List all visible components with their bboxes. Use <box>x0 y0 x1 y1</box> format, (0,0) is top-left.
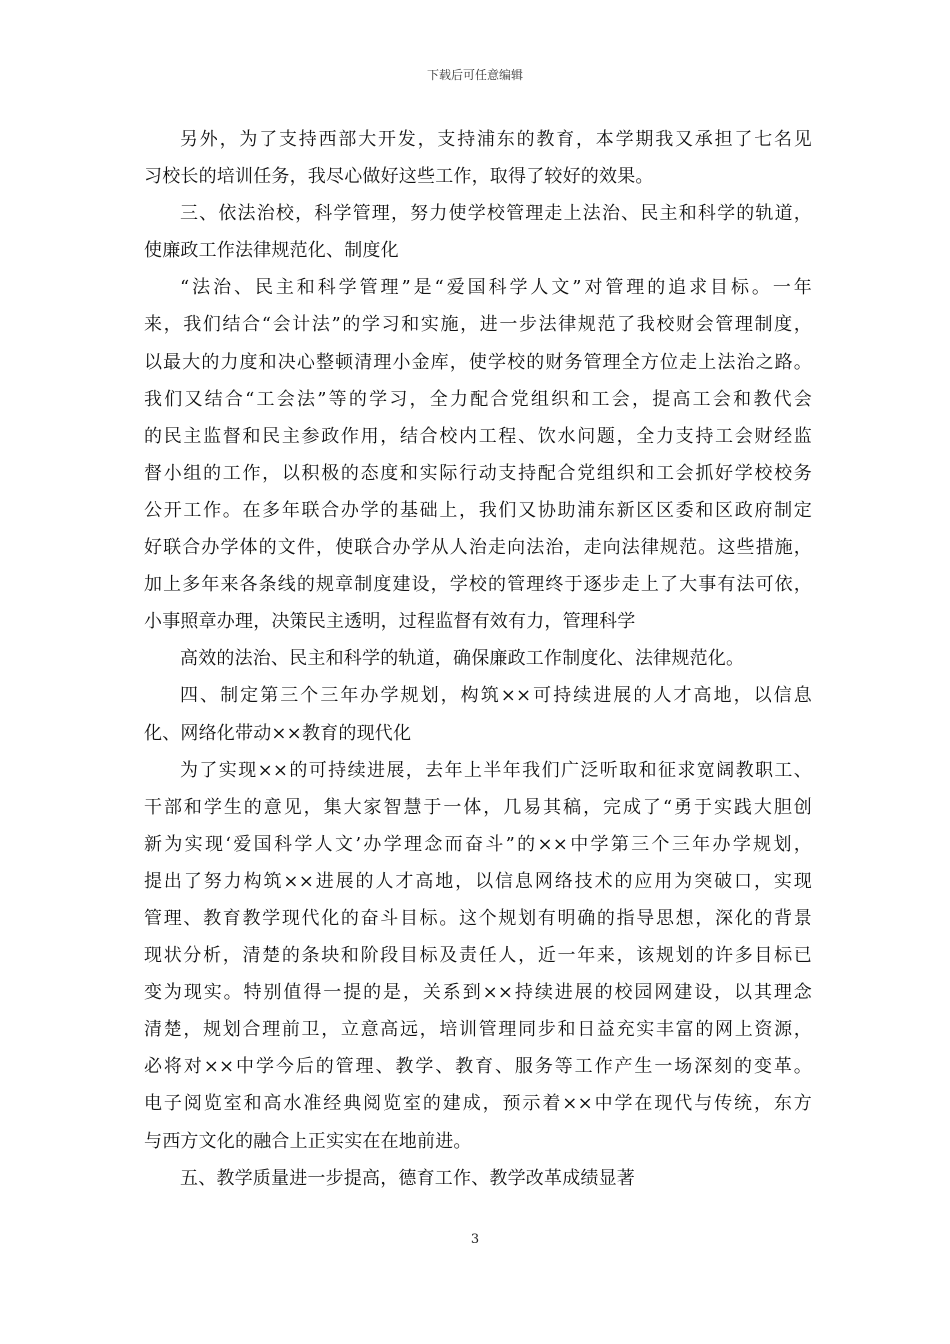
paragraph-line: 管理、教育教学现代化的奋斗目标。这个规划有明确的指导思想，深化的背景 <box>144 907 812 929</box>
paragraph-line: 电子阅览室和高水准经典阅览室的建成，预示着××中学在现代与传统，东方 <box>144 1093 812 1115</box>
paragraph-line: 干部和学生的意见，集大家智慧于一体，几易其稿，完成了“勇于实践大胆创 <box>144 796 812 818</box>
header-note: 下载后可任意编辑 <box>426 68 523 82</box>
section-heading-line: 五、教学质量进一步提高，德育工作、教学改革成绩显著 <box>180 1167 635 1189</box>
section-heading-line: 化、网络化带动××教育的现代化 <box>144 722 412 744</box>
paragraph-line: 小事照章办理，决策民主透明，过程监督有效有力，管理科学 <box>144 611 636 633</box>
paragraph-line: 现状分析，清楚的条块和阶段目标及责任人，近一年来，该规划的许多目标已 <box>144 945 812 967</box>
paragraph-line: 变为现实。特别值得一提的是，关系到××持续进展的校园网建设，以其理念 <box>144 982 812 1004</box>
paragraph-line: 新为实现‘爱国科学人文’办学理念而奋斗”的××中学第三个三年办学规划， <box>144 833 812 855</box>
section-heading-line: 四、制定第三个三年办学规划，构筑××可持续进展的人才高地，以信息 <box>180 685 812 707</box>
paragraph-line: 督小组的工作，以积极的态度和实际行动支持配合党组织和工会抓好学校校务 <box>144 462 812 484</box>
paragraph-line: 另外，为了支持西部大开发，支持浦东的教育，本学期我又承担了七名见 <box>180 129 812 150</box>
body-text <box>144 121 812 1197</box>
section-heading-line: 三、依法治校，科学管理，努力使学校管理走上法治、民主和科学的轨道， <box>180 203 812 225</box>
paragraph-line: 加上多年来各条线的规章制度建设，学校的管理终于逐步走上了大事有法可依， <box>144 574 812 596</box>
paragraph-line: 必将对××中学今后的管理、教学、教育、服务等工作产生一场深刻的变革。 <box>144 1056 812 1078</box>
paragraph-line: 高效的法治、民主和科学的轨道，确保廉政工作制度化、法律规范化。 <box>180 648 745 670</box>
paragraph-line: 来，我们结合“会计法”的学习和实施，进一步法律规范了我校财会管理制度， <box>144 314 812 336</box>
paragraph-line: 的民主监督和民主参政作用，结合校内工程、饮水问题，全力支持工会财经监 <box>144 425 812 447</box>
paragraph-line: 我们又结合“工会法”等的学习，全力配合党组织和工会，提高工会和教代会 <box>144 388 812 410</box>
paragraph-line: 习校长的培训任务，我尽心做好这些工作，取得了较好的效果。 <box>144 166 654 188</box>
paragraph-line: 公开工作。在多年联合办学的基础上，我们又协助浦东新区区委和区政府制定 <box>144 499 812 521</box>
page-number: 3 <box>470 1232 480 1247</box>
paragraph-line: 提出了努力构筑××进展的人才高地，以信息网络技术的应用为突破口，实现 <box>144 870 812 892</box>
paragraph-line: 以最大的力度和决心整顿清理小金库，使学校的财务管理全方位走上法治之路。 <box>144 351 812 373</box>
section-heading-line: 使廉政工作法律规范化、制度化 <box>144 240 399 262</box>
paragraph-line: 为了实现××的可持续进展，去年上半年我们广泛听取和征求宽阔教职工、 <box>180 759 812 781</box>
paragraph-line: “法治、民主和科学管理”是“爱国科学人文”对管理的追求目标。一年 <box>180 277 812 299</box>
paragraph-line: 与西方文化的融合上正实实在在地前进。 <box>144 1130 472 1152</box>
paragraph-line: 清楚，规划合理前卫，立意高远，培训管理同步和日益充实丰富的网上资源， <box>144 1019 812 1041</box>
paragraph-line: 好联合办学体的文件，使联合办学从人治走向法治，走向法律规范。这些措施， <box>144 537 812 559</box>
